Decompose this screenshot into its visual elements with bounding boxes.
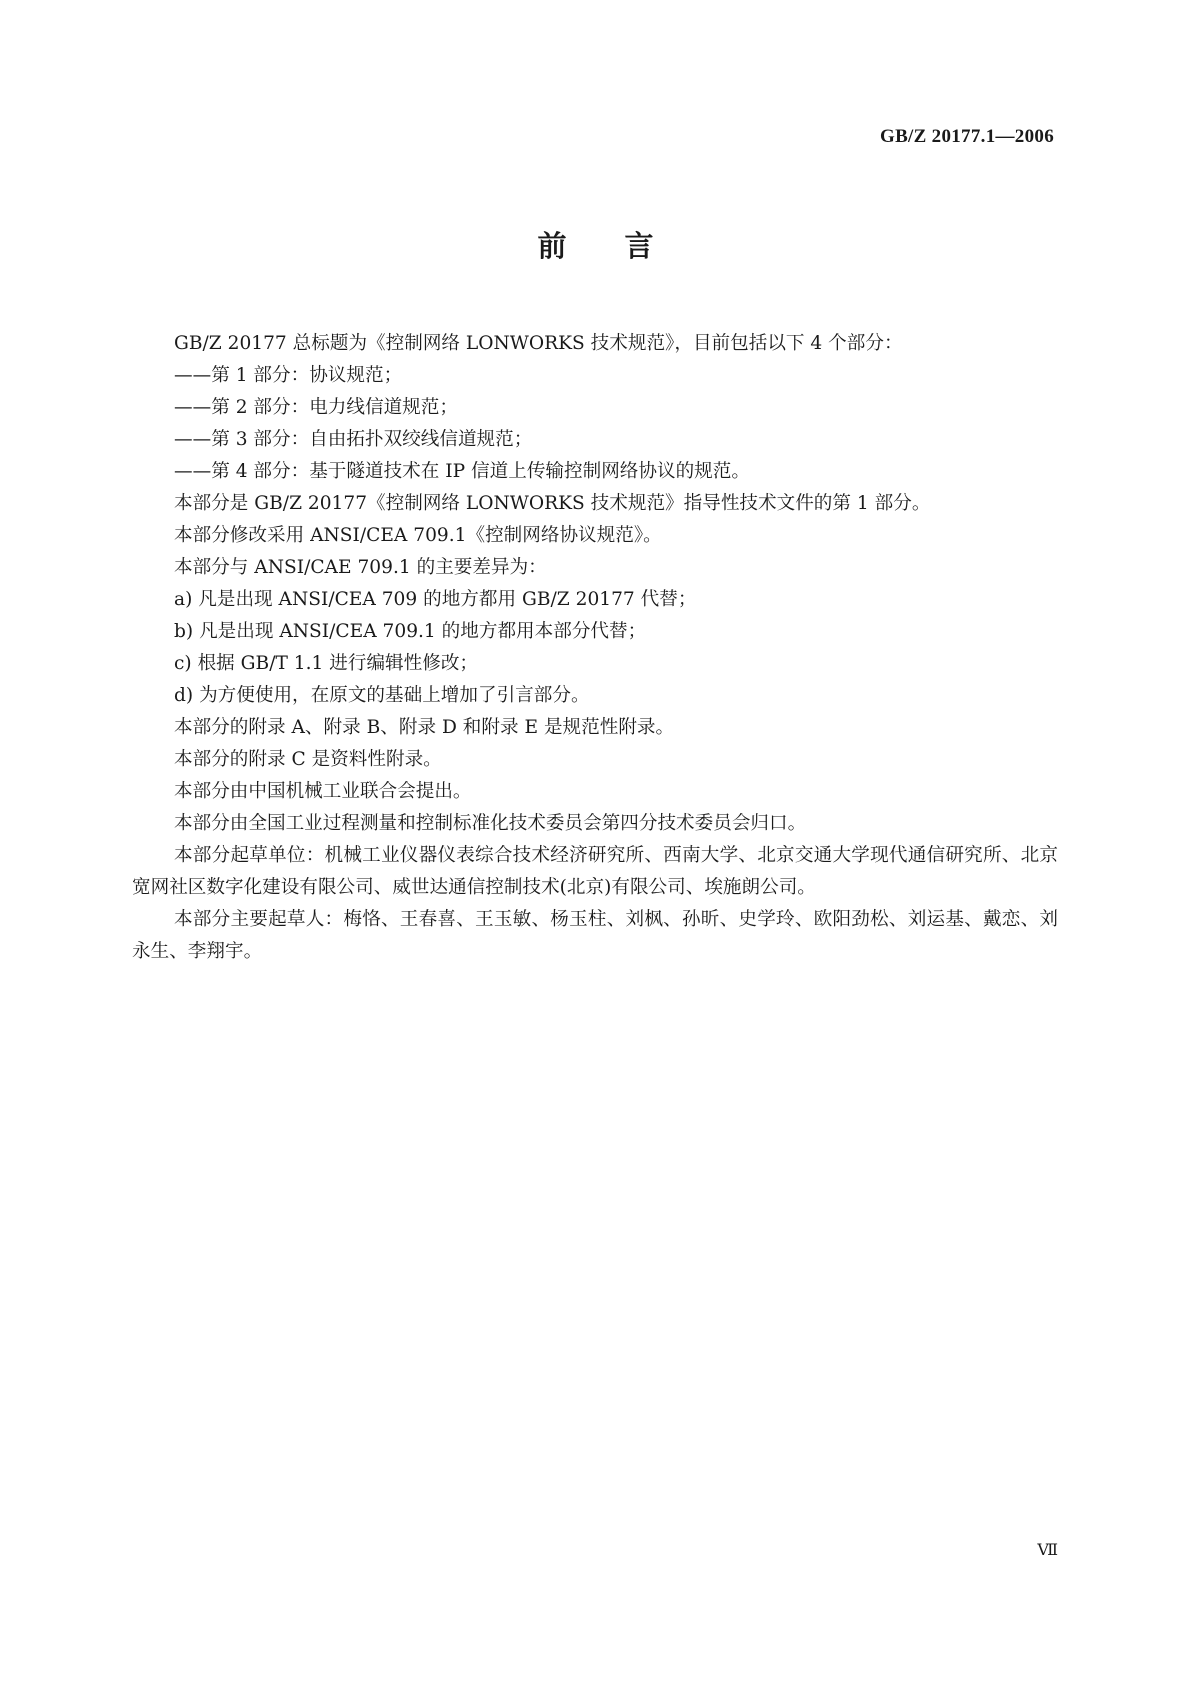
body-paragraph: 本部分的附录 C 是资料性附录。 [174, 749, 442, 770]
body-paragraph: 本部分由中国机械工业联合会提出。 [174, 781, 472, 802]
body-paragraph: 本部分修改采用 ANSI/CEA 709.1《控制网络协议规范》。 [174, 525, 662, 546]
difference-list-item: b) 凡是出现 ANSI/CEA 709.1 的地方都用本部分代替； [174, 621, 647, 642]
page-number: Ⅶ [1037, 1542, 1058, 1559]
intro-paragraph: GB/Z 20177 总标题为《控制网络 LONWORKS 技术规范》，目前包括以下 4 个部分： [174, 333, 903, 354]
drafters-paragraph: 本部分主要起草人：梅恪、王春喜、王玉敏、杨玉柱、刘枫、孙昕、史学玲、欧阳劲松、刘运基、戴恋、刘永生、李翔宇。 [132, 909, 1058, 962]
body-paragraph: 本部分由全国工业过程测量和控制标准化技术委员会第四分技术委员会归口。 [174, 813, 807, 834]
part-list-item: ——第 3 部分：自由拓扑双绞线信道规范； [174, 429, 533, 450]
body-paragraph: 本部分是 GB/Z 20177《控制网络 LONWORKS 技术规范》指导性技术文件的第 1 部分。 [174, 493, 931, 514]
page-title: 前言 [537, 229, 712, 263]
body-paragraph: 本部分的附录 A、附录 B、附录 D 和附录 E 是规范性附录。 [174, 717, 675, 738]
difference-list-item: c) 根据 GB/T 1.1 进行编辑性修改； [174, 653, 479, 674]
part-list-item: ——第 2 部分：电力线信道规范； [174, 397, 458, 418]
part-list-item: ——第 4 部分：基于隧道技术在 IP 信道上传输控制网络协议的规范。 [174, 461, 750, 482]
body-paragraph: 本部分与 ANSI/CAE 709.1 的主要差异为： [174, 557, 547, 578]
difference-list-item: d) 为方便使用，在原文的基础上增加了引言部分。 [174, 685, 590, 706]
document-body [132, 328, 1058, 968]
drafting-units-paragraph: 本部分起草单位：机械工业仪器仪表综合技术经济研究所、西南大学、北京交通大学现代通信研究所、北京宽网社区数字化建设有限公司、威世达通信控制技术(北京)有限公司、埃施朗公司。 [132, 845, 1058, 898]
part-list-item: ——第 1 部分：协议规范； [174, 365, 403, 386]
difference-list-item: a) 凡是出现 ANSI/CEA 709 的地方都用 GB/Z 20177 代替； [174, 589, 697, 610]
standard-code: GB/Z 20177.1—2006 [879, 126, 1054, 147]
